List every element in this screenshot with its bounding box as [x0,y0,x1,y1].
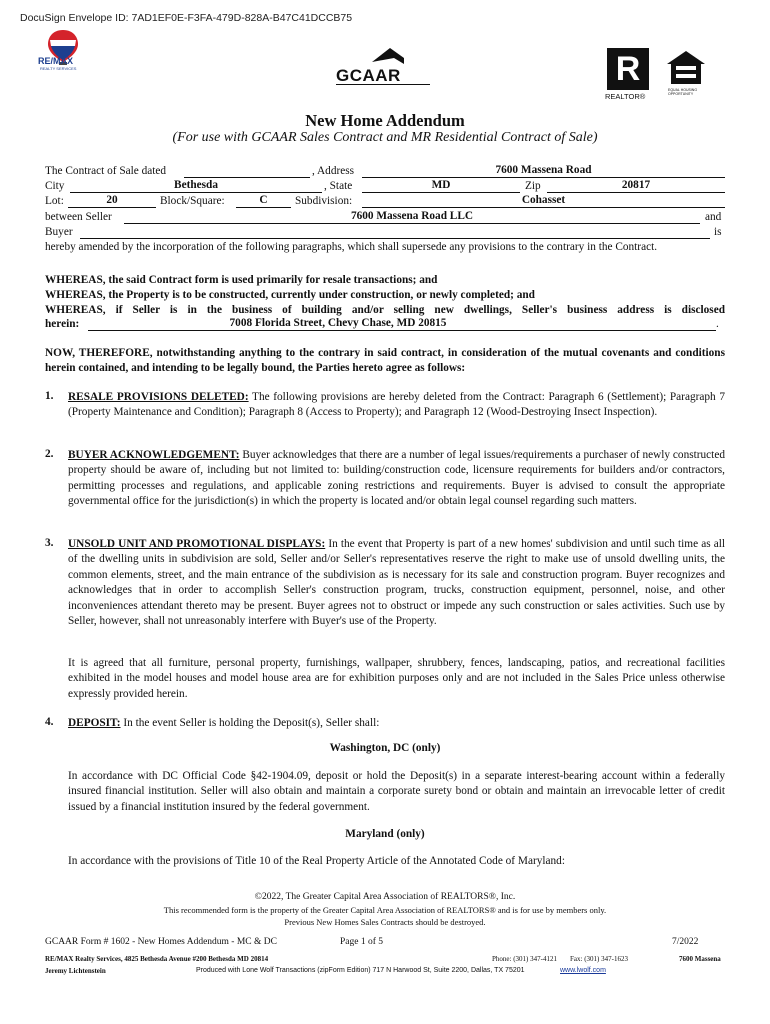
item-3-heading: UNSOLD UNIT AND PROMOTIONAL DISPLAYS: [68,538,326,550]
item-4-text: In the event Seller is holding the Deposit(s), Seller shall: [120,717,380,729]
footer-broker: RE/MAX Realty Services, 4825 Bethesda Avenue #200 Bethesda MD 20814 [45,955,269,963]
item-3 [68,537,725,629]
gcaar-logo-text: GCAAR [336,66,401,85]
equal-housing-text: EQUAL HOUSING OPPORTUNITY [668,88,698,96]
item-4-heading: DEPOSIT: [68,717,121,729]
item-3-extra: It is agreed that all furniture, personal property, furnishings, wallpaper, shrubbery, fences, landscaping, patios, and recreational facilities exhibited in the model houses and model house area are for exhibition purposes only and are not included in the Sales Price unless otherwise expressly provided herein. [68,657,725,700]
amended-text: hereby amended by the incorporation of the following paragraphs, which shall supersede any provisions to the contrary in the Contract. [45,241,658,253]
city-value: Bethesda [174,179,218,191]
item-4-number: 4. [45,716,54,728]
footer-agent: Jeremy Lichtenstein [45,967,106,975]
buyer-label: Buyer [45,226,73,238]
item-3-number: 3. [45,537,54,549]
item-1 [68,390,725,421]
item-4 [68,716,725,731]
md-text: In accordance with the provisions of Title 10 of the Real Property Article of the Annotated Code of Maryland: [68,855,565,867]
footer-url-link[interactable]: www.lwolf.com [560,967,606,974]
item-2-number: 2. [45,448,54,460]
address-label: , Address [312,165,355,177]
contract-date-field[interactable] [184,166,310,178]
item-2 [68,448,725,510]
whereas-1: WHEREAS, the said Contract form is used primarily for resale transactions; and [45,274,438,286]
footer-date: 7/2022 [672,937,699,947]
footer-phone: Phone: (301) 347-4121 [492,955,557,963]
state-label: , State [324,180,353,192]
block-value: C [259,194,268,206]
realtor-logo-text: REALTOR® [605,92,646,101]
dc-text: In accordance with DC Official Code §42-1904.09, deposit or hold the Deposit(s) in a separate interest-bearing account within a federally insured financial institution. Seller will also obtain and maintain a corporate surety bond or obtain and maintain an irrevocable letter of credit issued by a financial institution insured by the federal government. [68,770,725,813]
contract-dated-label: The Contract of Sale dated [45,165,167,177]
zip-value: 20817 [621,179,651,191]
footer-property-notice: This recommended form is the property of the Greater Capital Area Association of REALTORS® and is for use by members only. [163,905,607,915]
buyer-field[interactable] [80,227,710,239]
realtor-r-icon: R [615,50,641,88]
and-label: and [705,211,722,223]
lot-label: Lot: [45,195,64,207]
page-title: New Home Addendum [305,111,465,130]
page-subtitle: (For use with GCAAR Sales Contract and MR Residential Contract of Sale) [172,130,598,145]
docusign-envelope-id: DocuSign Envelope ID: 7AD1EF0E-F3FA-479D-828A-B47C41DCCB75 [20,12,353,24]
lot-value: 20 [106,194,118,206]
footer-fax: Fax: (301) 347-1623 [570,955,628,963]
item-1-text: The following provisions are hereby deleted from the Contract: Paragraph 6 (Settlement); Paragraph 7 (Property Maintenance and Condition); Paragraph 8 (Access to Property); and Paragraph 12 (Wood-Destroying Insect Inspection). [68,391,725,419]
seller-label: between Seller [45,211,112,223]
dc-heading: Washington, DC (only) [329,742,441,754]
footer-produced: Produced with Lone Wolf Transactions (zipForm Edition) 717 N Harwood St, Suite 2200, Dallas, TX 75201 [196,967,525,974]
remax-logo-subtext: REALTY SERVICES [40,66,77,71]
footer-form-number: GCAAR Form # 1602 - New Homes Addendum - MC & DC [45,937,277,947]
footer-destroy-notice: Previous New Homes Sales Contracts should be destroyed. [284,917,486,927]
state-value: MD [431,179,451,191]
subdivision-value: Cohasset [521,194,566,206]
block-label: Block/Square: [160,195,225,207]
now-therefore: NOW, THEREFORE, notwithstanding anything to the contrary in said contract, in consideration of the mutual covenants and conditions herein contained, and intending to be legally bound, the Parties hereto agree as follows: [45,347,725,375]
footer-page-number: Page 1 of 5 [340,937,384,947]
item-2-text: Buyer acknowledges that there are a number of legal issues/requirements a purchaser of newly constructed property should be aware of, including but not limited to: building/construction code, licensure requirements for builders and/or contractors, permitting processes and regulations, and applicable zoning restrictions and requirements. Buyer is advised to consult the appropriate governmental office for the jurisdiction(s) in which the property is located and/or obtain legal counsel regarding such matters. [68,449,725,508]
city-label: City [45,180,65,192]
address-value: 7600 Massena Road [495,164,592,176]
is-label: is [714,226,722,238]
herein-label: herein: [45,318,80,330]
item-2-heading: BUYER ACKNOWLEDGEMENT: [68,449,240,461]
herein-period: . [716,318,719,330]
item-3-text: In the event that Property is part of a new homes' subdivision and until such time as all of the dwelling units in subdivision are sold, Seller and/or Seller's representatives reserve the right to make use of unsold dwelling units, the common elements, street, and the main entrance of the subdivision as is necessary for its sale and construction program. Buyer recognizes and acknowledges that in order to accomplish Seller's construction program, trucks, construction equipment, personnel, noise, and other inconveniences attendant thereto may be present. Buyer agrees not to obstruct or impede any such construction or sales activities. Such use by Seller, however, shall not unreasonably interfere with Buyer's use of the Property. [68,538,725,628]
item-1-heading: RESALE PROVISIONS DELETED: [68,391,249,403]
zip-label: Zip [525,180,541,192]
equal-housing-icon [665,48,707,88]
seller-value: 7600 Massena Road LLC [350,210,474,222]
remax-logo-text: RE/MAX [38,56,74,66]
subdivision-label: Subdivision: [295,195,353,207]
item-1-number: 1. [45,390,54,402]
footer-property: 7600 Massena [679,955,721,963]
footer-copyright: ©2022, The Greater Capital Area Association of REALTORS®, Inc. [254,892,516,902]
whereas-3: WHEREAS, if Seller is in the business of building and/or selling new dwellings, Seller's business address is disclosed [45,304,725,316]
whereas-2: WHEREAS, the Property is to be constructed, currently under construction, or newly completed; and [45,289,535,301]
seller-address-value: 7008 Florida Street, Chevy Chase, MD 20815 [229,317,447,329]
md-heading: Maryland (only) [345,828,425,840]
